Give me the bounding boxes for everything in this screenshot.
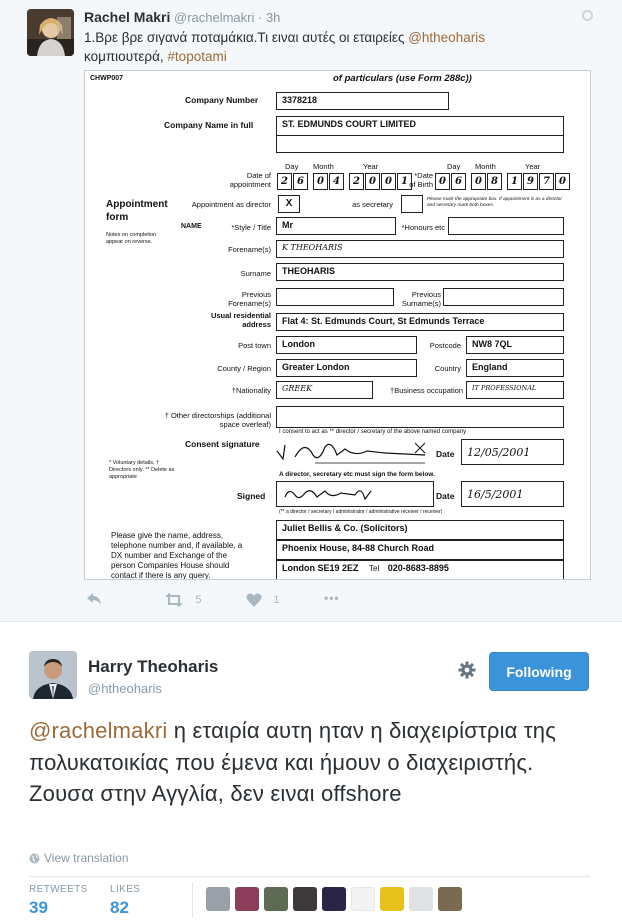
- consent-signature: [275, 437, 430, 465]
- signed-date-label: Date: [436, 491, 455, 501]
- postcode-field: NW8 7QL: [466, 336, 564, 354]
- following-button[interactable]: Following: [489, 652, 589, 691]
- heart-icon: [246, 593, 262, 607]
- date-digit-box: 6: [451, 173, 466, 190]
- company-name-field-2: [276, 135, 564, 153]
- hashtag-link[interactable]: #topotami: [167, 49, 227, 64]
- caret-icon[interactable]: [582, 10, 593, 21]
- date-digit-box: 0: [365, 173, 380, 190]
- author-name[interactable]: Harry Theoharis: [88, 657, 219, 676]
- retweet-icon: [164, 593, 184, 607]
- date-digit-box: 1: [507, 173, 522, 190]
- director-checkbox: X: [278, 195, 300, 213]
- date-digit-box: 0: [555, 173, 570, 190]
- solicitor-town-field: [276, 560, 564, 580]
- like-count: 1: [273, 594, 280, 606]
- post-town-label: Post town: [238, 341, 271, 350]
- stats-divider: [192, 882, 193, 918]
- signed-label: Signed: [237, 491, 266, 501]
- date-digit-box: 8: [487, 173, 502, 190]
- name-label: NAME: [181, 223, 202, 230]
- date-of-appointment-label: Date of appointment: [229, 171, 271, 189]
- county-label: County / Region: [217, 364, 271, 373]
- date-digit-box: 7: [539, 173, 554, 190]
- view-translation-link[interactable]: [29, 851, 129, 865]
- occupation-label: †Business occupation: [390, 386, 463, 395]
- form-code: CHWP007: [90, 75, 124, 82]
- birth-day-label: Day: [447, 162, 461, 171]
- date-digit-box: 2: [349, 173, 364, 190]
- more-icon[interactable]: •••: [324, 591, 340, 605]
- forenames-field: K THEOHARIS: [276, 240, 564, 258]
- date-digit-box: 9: [523, 173, 538, 190]
- post-town-field: London: [276, 336, 417, 354]
- tweet-text-mid: κομπιουτερά,: [84, 49, 168, 64]
- address-field: Flat 4: St. Edmunds Court, St Edmunds Terrace: [276, 313, 564, 331]
- appointment-as-director-label: Appointment as director: [191, 200, 271, 209]
- honours-field: [448, 217, 564, 235]
- surname-field: THEOHARIS: [276, 263, 564, 281]
- mention-link[interactable]: @htheoharis: [408, 30, 485, 45]
- retweets-label: RETWEETS: [29, 884, 88, 895]
- nationality-field: GREEK: [276, 381, 373, 399]
- consent-date-label: Date: [436, 449, 455, 459]
- company-name-label: Company Name in full: [164, 120, 254, 130]
- date-digit-box: 6: [293, 173, 308, 190]
- solicitor-name-field: Juliet Bellis & Co. (Solicitors): [276, 520, 564, 540]
- liker-avatar[interactable]: [380, 887, 404, 911]
- date-of-birth-label: *Date of Birth: [409, 171, 433, 189]
- forenames-label: Forename(s): [228, 245, 271, 254]
- author-handle[interactable]: @htheoharis: [88, 681, 162, 696]
- footnotes: * Voluntary details. † Directors only. ** Delete as appropriate: [109, 460, 175, 480]
- retweets-stat[interactable]: [29, 884, 88, 918]
- appointment-form-title: Appointment form: [106, 199, 168, 223]
- main-tweet: [0, 622, 622, 921]
- solicitor-town: London SE19 2EZ: [282, 563, 359, 573]
- consent-signature-label: Consent signature: [185, 439, 260, 449]
- mention-link[interactable]: @rachelmakri: [29, 718, 168, 743]
- likes-count: 82: [110, 898, 129, 917]
- retweet-count: 5: [195, 594, 202, 606]
- liker-avatar[interactable]: [351, 887, 375, 911]
- birth-year-label: Year: [525, 162, 541, 171]
- retweets-count: 39: [29, 898, 48, 917]
- month-label: Month: [313, 162, 334, 171]
- birth-month-label: Month: [475, 162, 496, 171]
- solicitor-tel: 020-8683-8895: [387, 563, 449, 573]
- notes-label: Notes on completion appear on reverse.: [106, 232, 157, 245]
- style-title-field: Mr: [276, 217, 396, 235]
- divider: [29, 876, 590, 877]
- gear-icon[interactable]: [458, 661, 476, 679]
- date-digit-box: 0: [435, 173, 450, 190]
- other-directorships-label: † Other directorships (additional space overleaf): [164, 411, 271, 429]
- author-handle[interactable]: @rachelmakri: [174, 10, 255, 25]
- year-label: Year: [363, 162, 379, 171]
- retweet-button[interactable]: [164, 592, 201, 607]
- must-sign-text: A director, secretary etc must sign the form below.: [279, 471, 435, 478]
- usual-address-label: Usual residential address: [210, 311, 271, 329]
- like-button[interactable]: [246, 592, 279, 607]
- tweet-time[interactable]: · 3h: [258, 10, 281, 25]
- liker-avatar[interactable]: [293, 887, 317, 911]
- globe-icon: [29, 853, 40, 864]
- style-title-label: *Style / Title: [231, 223, 271, 232]
- previous-surnames-field: [443, 288, 564, 306]
- solicitor-address-field: Phoenix House, 84-88 Church Road: [276, 540, 564, 560]
- role-line: (** a director / secretary / administrator / administrative receiver / receiver): [279, 509, 443, 515]
- day-label: Day: [285, 162, 299, 171]
- county-field: Greater London: [276, 359, 417, 377]
- consent-text: I consent to act as ** director / secretary of the above named company: [279, 429, 467, 435]
- country-label: Country: [434, 364, 461, 373]
- signed-date-field: 16/5/2001: [461, 481, 564, 507]
- view-translation-label: View translation: [44, 851, 129, 865]
- previous-forenames-field: [276, 288, 394, 306]
- avatar-rachel-makri[interactable]: [27, 9, 74, 56]
- liker-avatar[interactable]: [264, 887, 288, 911]
- likes-label: LIKES: [110, 884, 141, 895]
- postcode-label: Postcode: [429, 341, 461, 350]
- consent-date-field: 12/05/2001: [461, 439, 564, 465]
- date-digit-box: 2: [277, 173, 292, 190]
- attached-document-image[interactable]: [84, 70, 591, 580]
- liker-avatar[interactable]: [206, 887, 230, 911]
- likes-stat[interactable]: [110, 884, 140, 918]
- previous-surnames-label: Previous Surname(s): [401, 290, 441, 308]
- avatar-harry-theoharis[interactable]: [29, 651, 77, 699]
- date-digit-box: 0: [313, 173, 328, 190]
- company-number-label: Company Number: [185, 95, 259, 105]
- tweet-text: [84, 28, 584, 66]
- company-name-field: ST. EDMUNDS COURT LIMITED: [276, 116, 564, 136]
- date-digit-box: 0: [381, 173, 396, 190]
- tweet-actions: [84, 592, 384, 612]
- surname-label: Surname: [240, 269, 271, 278]
- company-number-field: 3378218: [276, 92, 449, 110]
- date-digit-box: 0: [471, 173, 486, 190]
- tweet-text-start: 1.Βρε βρε σιγανά ποταμάκια.Τι ειναι αυτές οι εταιρείες: [84, 30, 409, 45]
- tel-label: Tel: [369, 564, 380, 573]
- liker-avatar[interactable]: [438, 887, 462, 911]
- reply-icon[interactable]: [86, 592, 102, 609]
- nationality-label: †Nationality: [231, 386, 271, 395]
- as-secretary-label: as secretary: [352, 200, 393, 209]
- occupation-field: IT PROFESSIONAL: [466, 381, 564, 399]
- secretary-checkbox: [401, 195, 423, 213]
- liker-avatar[interactable]: [409, 887, 433, 911]
- tweet-body: η εταιρία αυτη ηταν η διαχειρίστρια της πολυκατοικίας που έμενα και ήμουν ο διαχειριστής. Ζουσα στην Αγγλία, δεν ειναι offshore: [29, 718, 557, 806]
- liker-avatar[interactable]: [322, 887, 346, 911]
- honours-label: *Honours etc: [401, 223, 445, 232]
- other-directorships-field: [276, 406, 564, 428]
- author-name[interactable]: Rachel Makri: [84, 9, 171, 25]
- previous-forenames-label: Previous Forename(s): [228, 290, 271, 308]
- signed-signature-field: [276, 481, 434, 507]
- liker-avatar[interactable]: [235, 887, 259, 911]
- date-digit-box: 4: [329, 173, 344, 190]
- form-header: of particulars (use Form 288c)): [333, 73, 472, 84]
- date-digit-box: 1: [397, 173, 412, 190]
- tick-note: Please mark the appropriate box. If appointment is as a director and secretary mark both boxes.: [427, 197, 562, 208]
- contact-instructions: Please give the name, address, telephone number and, if available, a DX number and Exchange of the person Companies House should contact if there is any query.: [111, 531, 243, 580]
- tweet-header: [84, 9, 280, 25]
- country-field: England: [466, 359, 564, 377]
- tweet-text: [29, 715, 599, 810]
